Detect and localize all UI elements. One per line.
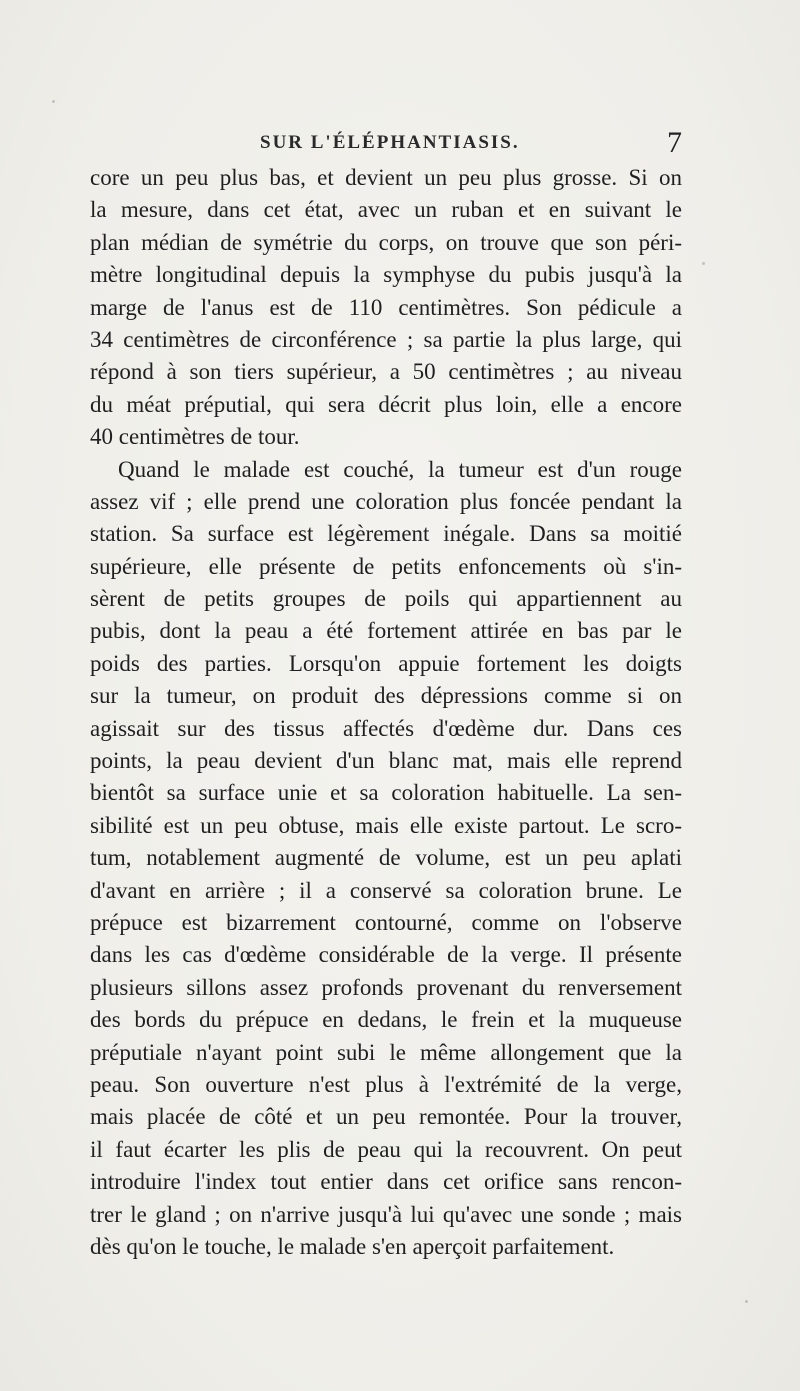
text-line: supérieure, elle présente de petits enfoncements où s'in- bbox=[90, 553, 682, 579]
text-line: marge de l'anus est de 110 centimètres. Son pédicule a bbox=[90, 294, 682, 320]
text-line: bientôt sa surface unie et sa coloration habituelle. La sen- bbox=[90, 780, 682, 806]
text-line: mètre longitudinal depuis la symphyse du pubis jusqu'à la bbox=[90, 262, 682, 288]
text-line: plan médian de symétrie du corps, on trouve que son péri- bbox=[90, 229, 682, 255]
paper-speck bbox=[702, 262, 705, 265]
text-line: des bords du prépuce en dedans, le frein et la muqueuse bbox=[90, 1007, 682, 1033]
text-line: sibilité est un peu obtuse, mais elle existe partout. Le scro- bbox=[90, 812, 682, 838]
text-line: plusieurs sillons assez profonds provenant du renversement bbox=[90, 974, 682, 1000]
page-number: 7 bbox=[667, 126, 682, 159]
text-line: introduire l'index tout entier dans cet orifice sans rencon- bbox=[90, 1169, 682, 1195]
text-line: trer le gland ; on n'arrive jusqu'à lui qu'avec une sonde ; mais bbox=[90, 1201, 682, 1227]
text-line: 34 centimètres de circonférence ; sa partie la plus large, qui bbox=[90, 326, 682, 352]
text-line: sur la tumeur, on produit des dépressions comme si on bbox=[90, 683, 682, 709]
body-text bbox=[90, 162, 682, 1263]
text-line: prépuce est bizarrement contourné, comme on l'observe bbox=[90, 909, 682, 935]
paragraph-start-line: Quand le malade est couché, la tumeur est d'un rouge bbox=[118, 456, 682, 482]
text-line: core un peu plus bas, et devient un peu plus grosse. Si on bbox=[90, 165, 682, 190]
running-title: SUR L'ÉLÉPHANTIASIS. bbox=[260, 132, 520, 153]
text-line: peau. Son ouverture n'est plus à l'extrémité de la verge, bbox=[90, 1071, 682, 1097]
text-line: agissait sur des tissus affectés d'œdème dur. Dans ces bbox=[90, 715, 682, 741]
paper-speck bbox=[745, 1300, 748, 1303]
paragraph-end-line: 40 centimètres de tour. bbox=[90, 424, 300, 450]
running-header bbox=[90, 128, 690, 158]
text-line: station. Sa surface est légèrement inégale. Dans sa moitié bbox=[90, 521, 682, 547]
text-line: du méat préputial, qui sera décrit plus loin, elle a encore bbox=[90, 391, 682, 417]
text-line: dans les cas d'œdème considérable de la verge. Il présente bbox=[90, 942, 682, 968]
text-line: dès qu'on le touche, le malade s'en aperçoit parfaitement. bbox=[90, 1233, 615, 1259]
text-line: il faut écarter les plis de peau qui la recouvrent. On peut bbox=[90, 1136, 682, 1162]
text-line: préputiale n'ayant point subi le même allongement que la bbox=[90, 1039, 682, 1065]
text-line: mais placée de côté et un peu remontée. Pour la trouver, bbox=[90, 1104, 682, 1130]
text-line: pubis, dont la peau a été fortement attirée en bas par le bbox=[90, 618, 682, 644]
text-line: points, la peau devient d'un blanc mat, mais elle reprend bbox=[90, 748, 682, 774]
text-line: la mesure, dans cet état, avec un ruban et en suivant le bbox=[90, 197, 682, 223]
text-line: poids des parties. Lorsqu'on appuie fortement les doigts bbox=[90, 650, 682, 676]
paper-speck bbox=[52, 100, 55, 103]
text-line: répond à son tiers supérieur, a 50 centimètres ; au niveau bbox=[90, 359, 682, 385]
text-line: sèrent de petits groupes de poils qui appartiennent au bbox=[90, 586, 682, 612]
text-line: d'avant en arrière ; il a conservé sa coloration brune. Le bbox=[90, 877, 682, 903]
text-line: assez vif ; elle prend une coloration plus foncée pendant la bbox=[90, 488, 682, 514]
text-line: tum, notablement augmenté de volume, est un peu aplati bbox=[90, 845, 682, 871]
